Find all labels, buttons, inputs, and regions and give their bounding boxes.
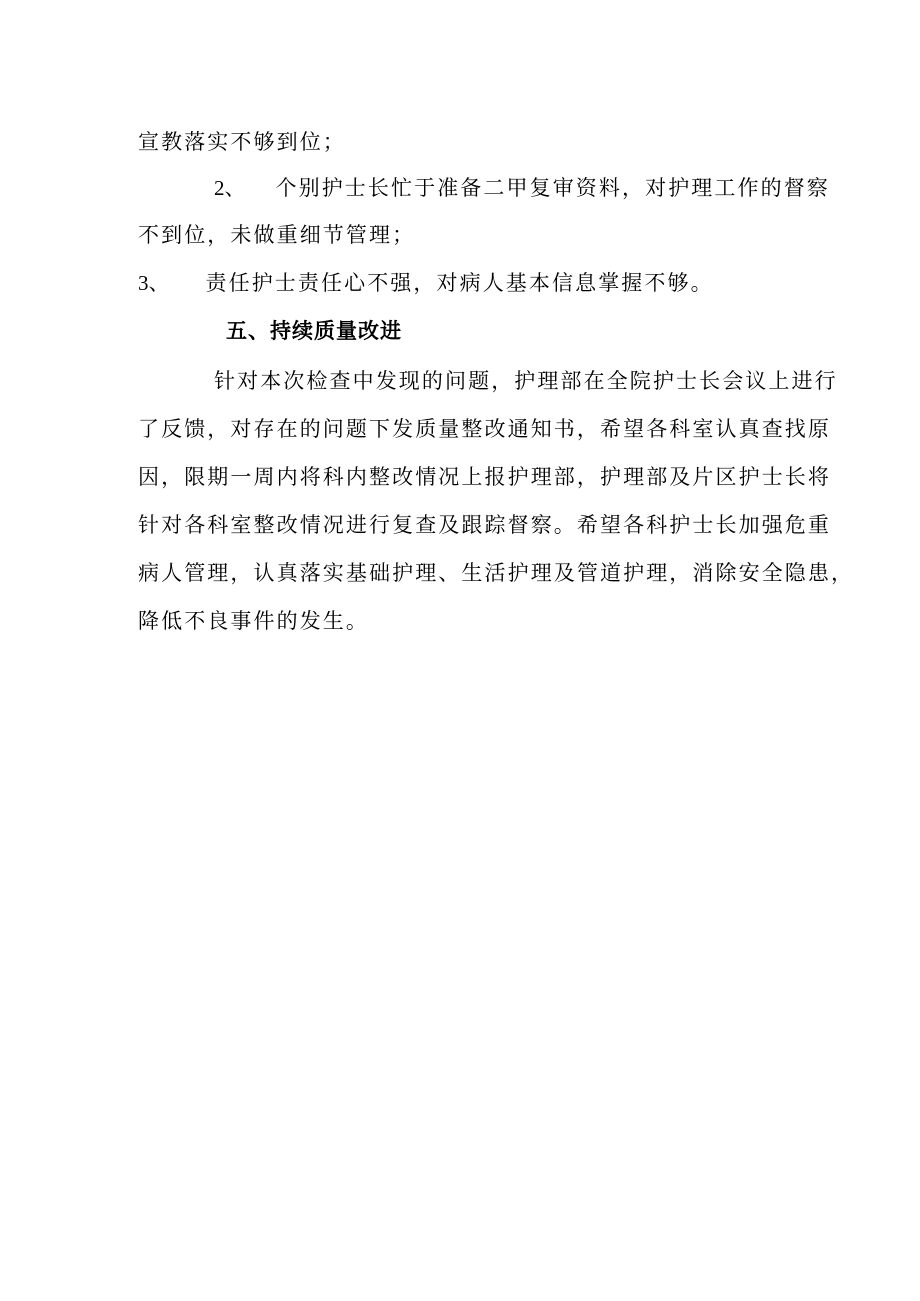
list-number: 2、	[214, 176, 246, 200]
list-number: 3、	[138, 271, 170, 295]
line-text: 针对本次检查中发现的问题，护理部在全院护士长会议上进行	[214, 369, 838, 393]
line-text: 病人管理，认真落实基础护理、生活护理及管道护理，消除安全隐患，	[138, 561, 855, 585]
line-text: 因，限期一周内将科内整改情况上报护理部，护理部及片区护士长将	[138, 465, 831, 489]
list-item	[214, 173, 830, 203]
line-text: 了反馈，对存在的问题下发质量整改通知书，希望各科室认真查找原	[138, 417, 831, 441]
list-item	[138, 268, 714, 298]
list-text: 个别护士长忙于准备二甲复审资料，对护理工作的督察	[275, 176, 830, 200]
list-text: 责任护士责任心不强，对病人基本信息掌握不够。	[205, 271, 714, 295]
paragraph-line	[138, 462, 831, 492]
line-text: 针对各科室整改情况进行复查及跟踪督察。希望各科护士长加强危重	[138, 513, 831, 537]
paragraph-line	[138, 414, 831, 444]
paragraph-line	[214, 366, 838, 396]
line-text: 降低不良事件的发生。	[138, 609, 369, 633]
line-text: 不到位，未做重细节管理；	[138, 223, 416, 247]
text-line	[138, 127, 346, 157]
paragraph-line	[138, 558, 854, 588]
heading-text: 五、持续质量改进	[226, 319, 402, 343]
line-text: 宣教落实不够到位；	[138, 130, 346, 154]
section-heading	[226, 316, 402, 346]
text-line	[138, 220, 415, 250]
paragraph-line	[138, 510, 831, 540]
paragraph-line	[138, 606, 369, 636]
